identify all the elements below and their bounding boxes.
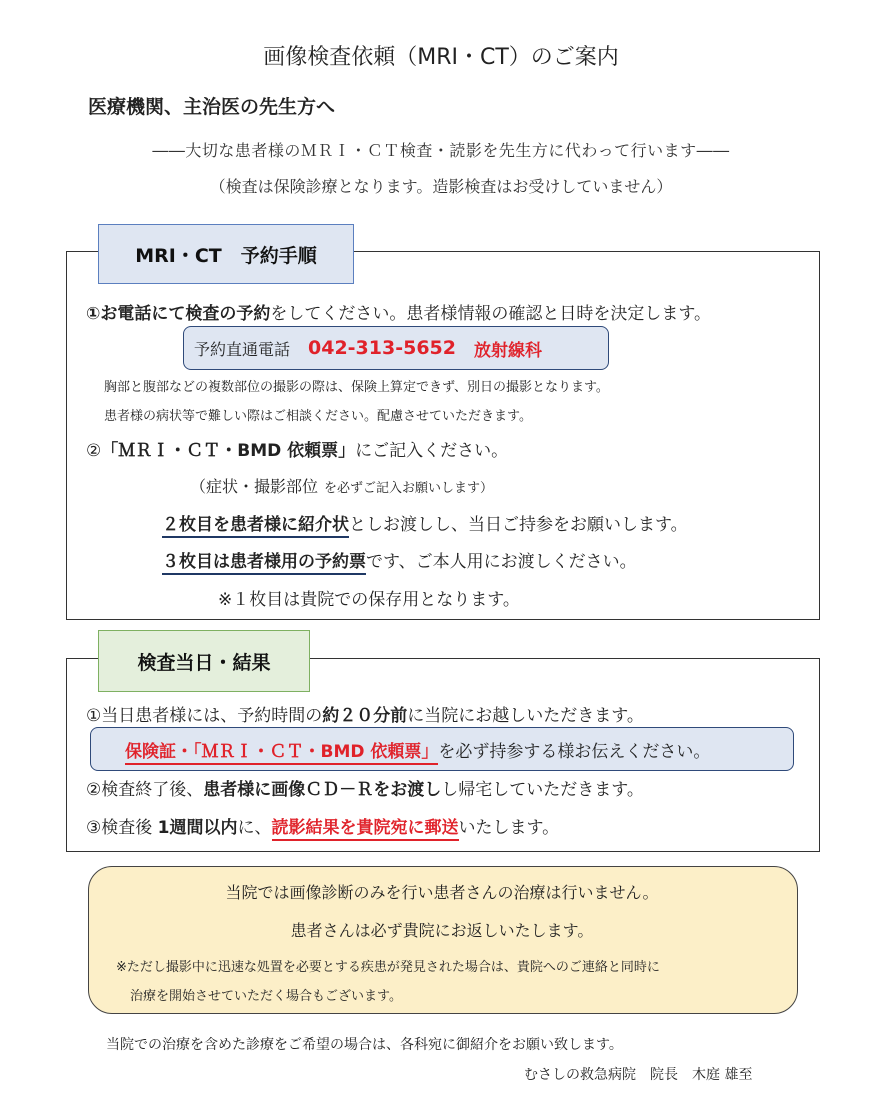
copy3-line [162, 547, 637, 572]
step2-bold: 「ＭＲＩ・ＣＴ・BMD 依頼票」 [101, 441, 356, 461]
bring-items-box [90, 727, 794, 771]
signature: むさしの救急病院 院長 木庭 雄至 [524, 1067, 753, 1083]
tagline: ――大切な患者様のＭＲＩ・ＣＴ検査・読影を先生方に代わって行います―― [152, 141, 730, 160]
cd-line [86, 775, 644, 800]
bring-items-red: 保険証・「ＭＲＩ・ＣＴ・BMD 依頼票」 [125, 742, 438, 765]
notice-line-3: ※ただし撮影中に迅速な処置を必要とする疾患が発見された場合は、貴院へのご連絡と同時に [116, 960, 660, 975]
result-red: 読影結果を貴院宛に郵送 [272, 818, 459, 841]
step2-note-main: （症状・撮影部位 [190, 477, 319, 496]
step1-line [86, 299, 711, 324]
copy1-note: ※１枚目は貴院での保存用となります。 [218, 590, 520, 610]
notice-line-2: 患者さんは必ず貴院にお返しいたします。 [290, 921, 594, 940]
step1-bold: ①お電話にて検査の予約 [86, 304, 271, 324]
notice-line-4: 治療を開始させていただく場合もございます。 [130, 989, 402, 1004]
arrival-bold: 約２０分前 [322, 706, 408, 726]
insurance-note: （検査は保険診療となります。造影検査はお受けしていません） [209, 177, 673, 196]
multi-part-note: 胸部と腹部などの複数部位の撮影の際は、保険上算定できず、別日の撮影となります。 [104, 380, 609, 395]
addressee-heading: 医療機関、主治医の先生方へ [88, 96, 336, 118]
phone-department: 放射線科 [474, 340, 542, 361]
cd-bold: 患者様に画像ＣＤ－Ｒをお渡し [203, 780, 442, 800]
copy3-rest: です、ご本人用にお渡しください。 [366, 552, 637, 572]
phone-label: 予約直通電話 [194, 339, 291, 359]
page-title: 画像検査依頼（MRI・CT）のご案内 [263, 45, 619, 70]
result-post: いたします。 [458, 818, 560, 838]
bring-items-line [125, 737, 710, 762]
cd-pre: ②検査終了後、 [86, 780, 204, 800]
step2-prefix: ② [86, 441, 102, 461]
step2-line [86, 436, 508, 461]
consult-note: 患者様の病状等で難しい際はご相談ください。配慮させていただきます。 [104, 409, 532, 424]
phone-box [183, 326, 609, 370]
arrival-line [86, 701, 644, 726]
result-pre: ③検査後 [86, 818, 158, 838]
result-bold: 1週間以内 [157, 818, 238, 838]
cd-post: し帰宅していただきます。 [441, 780, 644, 800]
step2-note [190, 474, 493, 497]
copy3-bold: ３枚目は患者様用の予約票 [162, 552, 366, 575]
result-line [86, 813, 559, 838]
step2-note-small: を必ずご記入お願いします） [324, 481, 494, 496]
copy2-bold: ２枚目を患者様に紹介状 [162, 515, 349, 538]
reservation-section-header: MRI・CT 予約手順 [98, 224, 354, 284]
arrival-post: に当院にお越しいただきます。 [407, 706, 644, 726]
arrival-pre: ①当日患者様には、予約時間の [86, 706, 323, 726]
bring-items-rest: を必ず持参する様お伝えください。 [438, 741, 711, 762]
copy2-line [162, 510, 688, 535]
result-mid: に、 [237, 818, 272, 838]
step2-rest: にご記入ください。 [355, 441, 509, 461]
phone-number[interactable]: 042-313-5652 [308, 337, 456, 359]
step1-rest: をしてください。患者様情報の確認と日時を決定します。 [270, 304, 712, 324]
notice-line-1: 当院では画像診断のみを行い患者さんの治療は行いません。 [225, 883, 659, 902]
copy2-rest: としお渡しし、当日ご持参をお願いします。 [349, 515, 688, 535]
exam-day-section-header: 検査当日・結果 [98, 630, 310, 692]
referral-note: 当院での治療を含めた診療をご希望の場合は、各科宛に御紹介をお願い致します。 [106, 1037, 623, 1053]
